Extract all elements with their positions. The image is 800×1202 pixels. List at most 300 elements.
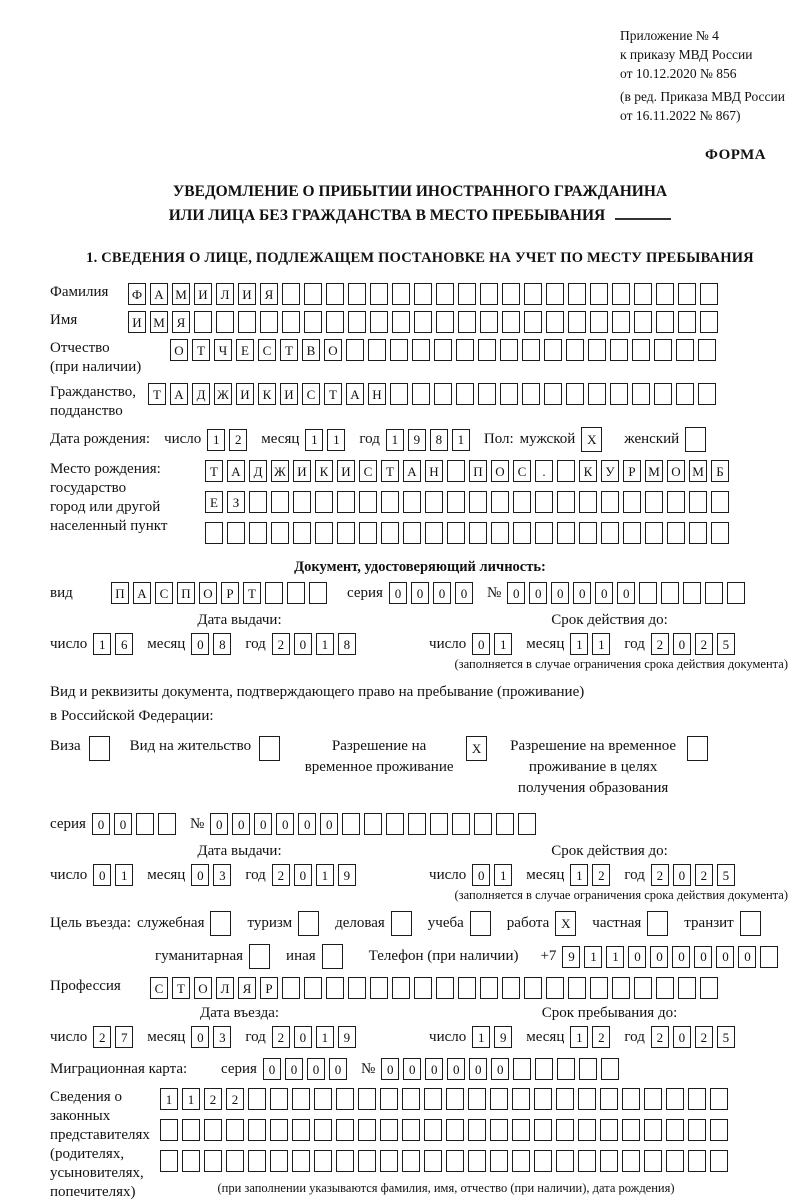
- form-cell[interactable]: [556, 1150, 574, 1172]
- form-cell[interactable]: 1: [494, 864, 512, 886]
- form-cell[interactable]: 5: [717, 633, 735, 655]
- form-cell[interactable]: [623, 522, 641, 544]
- form-cell[interactable]: [513, 522, 531, 544]
- form-cell[interactable]: [456, 383, 474, 405]
- form-cell[interactable]: [644, 1119, 662, 1141]
- form-cell[interactable]: [282, 311, 300, 333]
- form-cell[interactable]: С: [258, 339, 276, 361]
- form-cell[interactable]: [336, 1119, 354, 1141]
- form-cell[interactable]: [557, 522, 575, 544]
- form-cell[interactable]: [226, 1119, 244, 1141]
- form-cell[interactable]: [544, 383, 562, 405]
- form-cell[interactable]: [678, 283, 696, 305]
- form-cell[interactable]: 2: [592, 864, 610, 886]
- form-cell[interactable]: 1: [386, 429, 404, 451]
- form-cell[interactable]: [470, 911, 491, 936]
- form-cell[interactable]: Б: [711, 460, 729, 482]
- form-cell[interactable]: Т: [324, 383, 342, 405]
- form-cell[interactable]: 9: [338, 1026, 356, 1048]
- form-cell[interactable]: [688, 1150, 706, 1172]
- form-cell[interactable]: [512, 1088, 530, 1110]
- form-cell[interactable]: [271, 522, 289, 544]
- form-cell[interactable]: К: [258, 383, 276, 405]
- form-cell[interactable]: [524, 311, 542, 333]
- form-cell[interactable]: 8: [213, 633, 231, 655]
- form-cell[interactable]: 2: [592, 1026, 610, 1048]
- form-cell[interactable]: 0: [294, 864, 312, 886]
- form-cell[interactable]: [424, 1119, 442, 1141]
- form-cell[interactable]: 0: [507, 582, 525, 604]
- form-cell[interactable]: 2: [651, 864, 669, 886]
- form-cell[interactable]: О: [199, 582, 217, 604]
- form-cell[interactable]: [522, 383, 540, 405]
- form-cell[interactable]: [578, 1119, 596, 1141]
- form-cell[interactable]: [408, 813, 426, 835]
- form-cell[interactable]: 0: [191, 864, 209, 886]
- form-cell[interactable]: Т: [381, 460, 399, 482]
- form-cell[interactable]: [447, 460, 465, 482]
- form-cell[interactable]: [337, 491, 355, 513]
- form-cell[interactable]: [194, 311, 212, 333]
- form-cell[interactable]: 2: [226, 1088, 244, 1110]
- form-cell[interactable]: [689, 491, 707, 513]
- form-cell[interactable]: [380, 1119, 398, 1141]
- form-cell[interactable]: [546, 977, 564, 999]
- form-cell[interactable]: [336, 1150, 354, 1172]
- form-cell[interactable]: [588, 383, 606, 405]
- form-cell[interactable]: Т: [243, 582, 261, 604]
- form-cell[interactable]: [678, 977, 696, 999]
- form-cell[interactable]: [287, 582, 305, 604]
- form-cell[interactable]: [698, 383, 716, 405]
- form-cell[interactable]: Н: [425, 460, 443, 482]
- form-cell[interactable]: [293, 491, 311, 513]
- form-cell[interactable]: [386, 813, 404, 835]
- form-cell[interactable]: Е: [205, 491, 223, 513]
- form-cell[interactable]: [248, 1088, 266, 1110]
- form-cell[interactable]: 0: [425, 1058, 443, 1080]
- form-cell[interactable]: [579, 522, 597, 544]
- form-cell[interactable]: X: [466, 736, 487, 761]
- form-cell[interactable]: [292, 1150, 310, 1172]
- form-cell[interactable]: [425, 491, 443, 513]
- form-cell[interactable]: [430, 813, 448, 835]
- form-cell[interactable]: [403, 522, 421, 544]
- form-cell[interactable]: 1: [606, 946, 624, 968]
- form-cell[interactable]: [480, 283, 498, 305]
- form-cell[interactable]: И: [280, 383, 298, 405]
- form-cell[interactable]: 1: [327, 429, 345, 451]
- form-cell[interactable]: 0: [573, 582, 591, 604]
- form-cell[interactable]: 1: [584, 946, 602, 968]
- form-cell[interactable]: [337, 522, 355, 544]
- form-cell[interactable]: 2: [93, 1026, 111, 1048]
- form-cell[interactable]: [452, 813, 470, 835]
- form-cell[interactable]: [622, 1150, 640, 1172]
- form-cell[interactable]: [700, 977, 718, 999]
- form-cell[interactable]: 0: [529, 582, 547, 604]
- form-cell[interactable]: [647, 911, 668, 936]
- form-cell[interactable]: П: [469, 460, 487, 482]
- form-cell[interactable]: [204, 1150, 222, 1172]
- form-cell[interactable]: [513, 491, 531, 513]
- form-cell[interactable]: [358, 1088, 376, 1110]
- form-cell[interactable]: [502, 977, 520, 999]
- form-cell[interactable]: [249, 491, 267, 513]
- form-cell[interactable]: [436, 977, 454, 999]
- form-cell[interactable]: [260, 311, 278, 333]
- form-cell[interactable]: 2: [651, 1026, 669, 1048]
- form-cell[interactable]: [556, 1119, 574, 1141]
- form-cell[interactable]: 0: [294, 1026, 312, 1048]
- form-cell[interactable]: Ж: [214, 383, 232, 405]
- form-cell[interactable]: X: [581, 427, 602, 452]
- form-cell[interactable]: Я: [172, 311, 190, 333]
- form-cell[interactable]: [634, 283, 652, 305]
- form-cell[interactable]: 2: [204, 1088, 222, 1110]
- form-cell[interactable]: 0: [403, 1058, 421, 1080]
- form-cell[interactable]: 5: [717, 1026, 735, 1048]
- form-cell[interactable]: [496, 813, 514, 835]
- form-cell[interactable]: А: [346, 383, 364, 405]
- form-cell[interactable]: [370, 283, 388, 305]
- form-cell[interactable]: [391, 911, 412, 936]
- form-cell[interactable]: [590, 311, 608, 333]
- form-cell[interactable]: [304, 977, 322, 999]
- form-cell[interactable]: [358, 1119, 376, 1141]
- form-cell[interactable]: [368, 339, 386, 361]
- form-cell[interactable]: [402, 1119, 420, 1141]
- form-cell[interactable]: Т: [148, 383, 166, 405]
- form-cell[interactable]: [216, 311, 234, 333]
- form-cell[interactable]: [358, 1150, 376, 1172]
- form-cell[interactable]: [304, 283, 322, 305]
- form-cell[interactable]: 1: [570, 633, 588, 655]
- form-cell[interactable]: 1: [592, 633, 610, 655]
- form-cell[interactable]: [535, 522, 553, 544]
- form-cell[interactable]: [160, 1150, 178, 1172]
- form-cell[interactable]: [644, 1150, 662, 1172]
- form-cell[interactable]: [447, 491, 465, 513]
- form-cell[interactable]: [666, 1150, 684, 1172]
- form-cell[interactable]: К: [315, 460, 333, 482]
- form-cell[interactable]: 1: [115, 864, 133, 886]
- form-cell[interactable]: [447, 522, 465, 544]
- form-cell[interactable]: [271, 491, 289, 513]
- form-cell[interactable]: [491, 491, 509, 513]
- form-cell[interactable]: О: [667, 460, 685, 482]
- form-cell[interactable]: 0: [472, 864, 490, 886]
- form-cell[interactable]: 0: [254, 813, 272, 835]
- form-cell[interactable]: [381, 522, 399, 544]
- form-cell[interactable]: С: [513, 460, 531, 482]
- form-cell[interactable]: Я: [238, 977, 256, 999]
- form-cell[interactable]: [590, 977, 608, 999]
- form-cell[interactable]: [348, 311, 366, 333]
- form-cell[interactable]: [610, 339, 628, 361]
- form-cell[interactable]: 9: [494, 1026, 512, 1048]
- form-cell[interactable]: [568, 311, 586, 333]
- form-cell[interactable]: [518, 813, 536, 835]
- form-cell[interactable]: 1: [160, 1088, 178, 1110]
- form-cell[interactable]: 0: [294, 633, 312, 655]
- form-cell[interactable]: Ч: [214, 339, 232, 361]
- form-cell[interactable]: [645, 491, 663, 513]
- form-cell[interactable]: [392, 977, 410, 999]
- form-cell[interactable]: 1: [93, 633, 111, 655]
- form-cell[interactable]: [304, 311, 322, 333]
- form-cell[interactable]: [546, 311, 564, 333]
- form-cell[interactable]: [656, 311, 674, 333]
- form-cell[interactable]: [566, 339, 584, 361]
- form-cell[interactable]: 0: [298, 813, 316, 835]
- form-cell[interactable]: [158, 813, 176, 835]
- form-cell[interactable]: [270, 1088, 288, 1110]
- form-cell[interactable]: [182, 1150, 200, 1172]
- form-cell[interactable]: С: [302, 383, 320, 405]
- form-cell[interactable]: [683, 582, 701, 604]
- form-cell[interactable]: 0: [191, 1026, 209, 1048]
- form-cell[interactable]: [468, 1088, 486, 1110]
- form-cell[interactable]: [381, 491, 399, 513]
- form-cell[interactable]: [370, 977, 388, 999]
- form-cell[interactable]: [512, 1119, 530, 1141]
- form-cell[interactable]: [204, 1119, 222, 1141]
- form-cell[interactable]: [656, 977, 674, 999]
- form-cell[interactable]: [634, 977, 652, 999]
- form-cell[interactable]: М: [645, 460, 663, 482]
- form-cell[interactable]: [474, 813, 492, 835]
- form-cell[interactable]: [315, 491, 333, 513]
- form-cell[interactable]: X: [555, 911, 576, 936]
- form-cell[interactable]: [238, 311, 256, 333]
- form-cell[interactable]: [226, 1150, 244, 1172]
- form-cell[interactable]: [259, 736, 280, 761]
- form-cell[interactable]: [600, 1088, 618, 1110]
- form-cell[interactable]: [656, 283, 674, 305]
- form-cell[interactable]: [513, 1058, 531, 1080]
- form-cell[interactable]: 8: [430, 429, 448, 451]
- form-cell[interactable]: [557, 491, 575, 513]
- form-cell[interactable]: [346, 339, 364, 361]
- form-cell[interactable]: 1: [452, 429, 470, 451]
- form-cell[interactable]: 0: [329, 1058, 347, 1080]
- form-cell[interactable]: [478, 383, 496, 405]
- form-cell[interactable]: 9: [408, 429, 426, 451]
- form-cell[interactable]: [578, 1150, 596, 1172]
- form-cell[interactable]: 0: [628, 946, 646, 968]
- form-cell[interactable]: [469, 491, 487, 513]
- form-cell[interactable]: Ф: [128, 283, 146, 305]
- form-cell[interactable]: [760, 946, 778, 968]
- form-cell[interactable]: 2: [695, 864, 713, 886]
- form-cell[interactable]: [632, 339, 650, 361]
- form-cell[interactable]: [392, 283, 410, 305]
- form-cell[interactable]: 0: [738, 946, 756, 968]
- form-cell[interactable]: 0: [617, 582, 635, 604]
- form-cell[interactable]: Р: [623, 460, 641, 482]
- form-cell[interactable]: 0: [694, 946, 712, 968]
- form-cell[interactable]: [491, 522, 509, 544]
- form-cell[interactable]: [566, 383, 584, 405]
- form-cell[interactable]: [644, 1088, 662, 1110]
- form-cell[interactable]: 0: [716, 946, 734, 968]
- form-cell[interactable]: 3: [213, 1026, 231, 1048]
- form-cell[interactable]: [282, 283, 300, 305]
- form-cell[interactable]: [534, 1119, 552, 1141]
- form-cell[interactable]: Т: [280, 339, 298, 361]
- form-cell[interactable]: [534, 1150, 552, 1172]
- form-cell[interactable]: [710, 1119, 728, 1141]
- form-cell[interactable]: [740, 911, 761, 936]
- form-cell[interactable]: П: [111, 582, 129, 604]
- form-cell[interactable]: И: [238, 283, 256, 305]
- form-cell[interactable]: 2: [272, 1026, 290, 1048]
- form-cell[interactable]: [359, 522, 377, 544]
- form-cell[interactable]: 0: [307, 1058, 325, 1080]
- form-cell[interactable]: [282, 977, 300, 999]
- form-cell[interactable]: 9: [562, 946, 580, 968]
- form-cell[interactable]: [534, 1088, 552, 1110]
- form-cell[interactable]: [436, 311, 454, 333]
- form-cell[interactable]: [446, 1150, 464, 1172]
- form-cell[interactable]: [700, 283, 718, 305]
- form-cell[interactable]: 0: [92, 813, 110, 835]
- form-cell[interactable]: 0: [673, 1026, 691, 1048]
- form-cell[interactable]: 0: [210, 813, 228, 835]
- form-cell[interactable]: [700, 311, 718, 333]
- form-cell[interactable]: [688, 1119, 706, 1141]
- form-cell[interactable]: [601, 522, 619, 544]
- form-cell[interactable]: [248, 1119, 266, 1141]
- form-cell[interactable]: 0: [285, 1058, 303, 1080]
- form-cell[interactable]: [685, 427, 706, 452]
- form-cell[interactable]: [678, 311, 696, 333]
- form-cell[interactable]: 0: [114, 813, 132, 835]
- form-cell[interactable]: 0: [232, 813, 250, 835]
- form-cell[interactable]: 0: [191, 633, 209, 655]
- form-cell[interactable]: О: [170, 339, 188, 361]
- form-cell[interactable]: А: [133, 582, 151, 604]
- form-cell[interactable]: [639, 582, 657, 604]
- form-cell[interactable]: [579, 1058, 597, 1080]
- form-cell[interactable]: [667, 491, 685, 513]
- form-cell[interactable]: [359, 491, 377, 513]
- form-cell[interactable]: [480, 977, 498, 999]
- form-cell[interactable]: [468, 1150, 486, 1172]
- form-cell[interactable]: [458, 311, 476, 333]
- form-cell[interactable]: [711, 522, 729, 544]
- form-cell[interactable]: [524, 283, 542, 305]
- form-cell[interactable]: [502, 311, 520, 333]
- form-cell[interactable]: [456, 339, 474, 361]
- form-cell[interactable]: 1: [494, 633, 512, 655]
- form-cell[interactable]: [248, 1150, 266, 1172]
- form-cell[interactable]: [556, 1088, 574, 1110]
- form-cell[interactable]: Д: [192, 383, 210, 405]
- form-cell[interactable]: [512, 1150, 530, 1172]
- form-cell[interactable]: [654, 339, 672, 361]
- form-cell[interactable]: [424, 1150, 442, 1172]
- form-cell[interactable]: 0: [433, 582, 451, 604]
- form-cell[interactable]: [612, 283, 630, 305]
- form-cell[interactable]: [522, 339, 540, 361]
- form-cell[interactable]: [434, 339, 452, 361]
- form-cell[interactable]: [265, 582, 283, 604]
- form-cell[interactable]: [568, 283, 586, 305]
- form-cell[interactable]: [544, 339, 562, 361]
- form-cell[interactable]: [292, 1088, 310, 1110]
- form-cell[interactable]: [392, 311, 410, 333]
- form-cell[interactable]: [249, 944, 270, 969]
- form-cell[interactable]: А: [170, 383, 188, 405]
- form-cell[interactable]: [315, 522, 333, 544]
- form-cell[interactable]: К: [579, 460, 597, 482]
- form-cell[interactable]: [309, 582, 327, 604]
- form-cell[interactable]: [370, 311, 388, 333]
- form-cell[interactable]: М: [150, 311, 168, 333]
- form-cell[interactable]: [434, 383, 452, 405]
- form-cell[interactable]: Л: [216, 977, 234, 999]
- form-cell[interactable]: И: [236, 383, 254, 405]
- form-cell[interactable]: [314, 1150, 332, 1172]
- form-cell[interactable]: [182, 1119, 200, 1141]
- form-cell[interactable]: 2: [651, 633, 669, 655]
- form-cell[interactable]: [535, 491, 553, 513]
- form-cell[interactable]: [136, 813, 154, 835]
- form-cell[interactable]: [414, 311, 432, 333]
- form-cell[interactable]: [205, 522, 223, 544]
- form-cell[interactable]: 8: [338, 633, 356, 655]
- form-cell[interactable]: 5: [717, 864, 735, 886]
- form-cell[interactable]: [292, 1119, 310, 1141]
- form-cell[interactable]: 0: [472, 633, 490, 655]
- form-cell[interactable]: [314, 1119, 332, 1141]
- form-cell[interactable]: [480, 311, 498, 333]
- form-cell[interactable]: [364, 813, 382, 835]
- form-cell[interactable]: 0: [491, 1058, 509, 1080]
- form-cell[interactable]: [661, 582, 679, 604]
- form-cell[interactable]: [458, 283, 476, 305]
- form-cell[interactable]: [412, 383, 430, 405]
- form-cell[interactable]: [535, 1058, 553, 1080]
- form-cell[interactable]: [314, 1088, 332, 1110]
- form-cell[interactable]: [676, 383, 694, 405]
- form-cell[interactable]: С: [359, 460, 377, 482]
- form-cell[interactable]: Т: [192, 339, 210, 361]
- form-cell[interactable]: [600, 1150, 618, 1172]
- form-cell[interactable]: 0: [673, 864, 691, 886]
- form-cell[interactable]: [326, 283, 344, 305]
- form-cell[interactable]: [705, 582, 723, 604]
- form-cell[interactable]: [270, 1150, 288, 1172]
- form-cell[interactable]: [666, 1088, 684, 1110]
- form-cell[interactable]: 0: [411, 582, 429, 604]
- form-cell[interactable]: [622, 1119, 640, 1141]
- form-cell[interactable]: [557, 460, 575, 482]
- form-cell[interactable]: Р: [260, 977, 278, 999]
- form-cell[interactable]: В: [302, 339, 320, 361]
- form-cell[interactable]: [612, 977, 630, 999]
- form-cell[interactable]: 1: [570, 864, 588, 886]
- form-cell[interactable]: [490, 1088, 508, 1110]
- form-cell[interactable]: М: [689, 460, 707, 482]
- form-cell[interactable]: [210, 911, 231, 936]
- form-cell[interactable]: 1: [305, 429, 323, 451]
- form-cell[interactable]: [249, 522, 267, 544]
- form-cell[interactable]: [689, 522, 707, 544]
- form-cell[interactable]: Р: [221, 582, 239, 604]
